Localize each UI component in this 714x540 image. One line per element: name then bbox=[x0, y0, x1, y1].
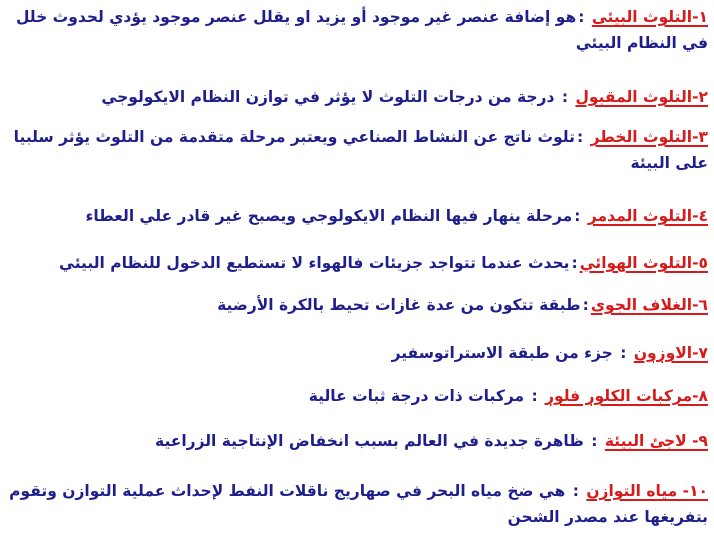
definition-item-9 bbox=[8, 428, 708, 454]
definition-item-2 bbox=[8, 84, 708, 110]
term-label: ٤-التلوث المدمر bbox=[587, 207, 708, 225]
definition-item-3 bbox=[8, 124, 708, 176]
separator: : bbox=[620, 344, 632, 362]
separator: : bbox=[572, 482, 585, 500]
definition-text: درجة من درجات التلوث لا يؤثر في توازن النظام الايكولوجي bbox=[101, 88, 560, 106]
definition-item-6 bbox=[8, 292, 708, 318]
definition-text: يحدث عندما تتواجد جزيئات فالهواء لا تستطيع الدخول للنظام البيئي bbox=[59, 254, 570, 272]
separator: : bbox=[571, 254, 578, 272]
definition-item-8 bbox=[8, 383, 708, 409]
definition-item-4 bbox=[8, 203, 708, 229]
definition-text: جزء من طبقة الاستراتوسفير bbox=[391, 344, 619, 362]
term-label: ١-التلوث البيئى bbox=[591, 8, 708, 26]
separator: : bbox=[576, 128, 589, 146]
term-label: ٨-مركبات الكلور فلور bbox=[545, 387, 708, 405]
separator: : bbox=[582, 296, 589, 314]
definition-text: ظاهرة جديدة في العالم بسبب انخفاض الإنتاجية الزراعية bbox=[155, 432, 590, 450]
definition-text: هو إضافة عنصر غير موجود أو يزيد او يقلل عنصر موجود يؤدي لحدوث خلل في النظام البيئي bbox=[15, 8, 708, 52]
separator: : bbox=[578, 8, 590, 26]
term-label: ١٠- مياه التوازن bbox=[586, 482, 708, 500]
separator: : bbox=[591, 432, 603, 450]
definition-text: طبقة تتكون من عدة غازات تحيط بالكرة الأرضية bbox=[217, 296, 581, 314]
term-label: ٧-الاوزون bbox=[633, 344, 708, 362]
term-label: ٢-التلوث المقبول bbox=[575, 88, 708, 106]
separator: : bbox=[531, 387, 544, 405]
separator: : bbox=[561, 88, 574, 106]
definition-item-1 bbox=[8, 4, 708, 56]
term-label: ٣-التلوث الخطر bbox=[590, 128, 708, 146]
term-label: ٩- لاجئ البيئة bbox=[604, 432, 708, 450]
definition-text: مرحلة ينهار فيها النظام الايكولوجي ويصبح غير قادر علي العطاء bbox=[85, 207, 573, 225]
term-label: ٦-الغلاف الجوى bbox=[590, 296, 708, 314]
definition-text: هي ضخ مياه البحر في صهاريج ناقلات النفط لإحداث عملية التوازن وتقوم بتفريغها عند مصدر الشحن bbox=[9, 482, 708, 526]
definition-item-10 bbox=[8, 478, 708, 530]
term-label: ٥-التلوث الهوائي bbox=[579, 254, 708, 272]
definition-item-7 bbox=[8, 340, 708, 366]
definition-text: تلوث ناتج عن النشاط الصناعي ويعتبر مرحلة متقدمة من التلوث يؤثر سلبيا على البيئة bbox=[13, 128, 708, 172]
separator: : bbox=[574, 207, 586, 225]
definition-item-5 bbox=[8, 250, 708, 276]
definition-text: مركبات ذات درجة ثبات عالية bbox=[308, 387, 530, 405]
